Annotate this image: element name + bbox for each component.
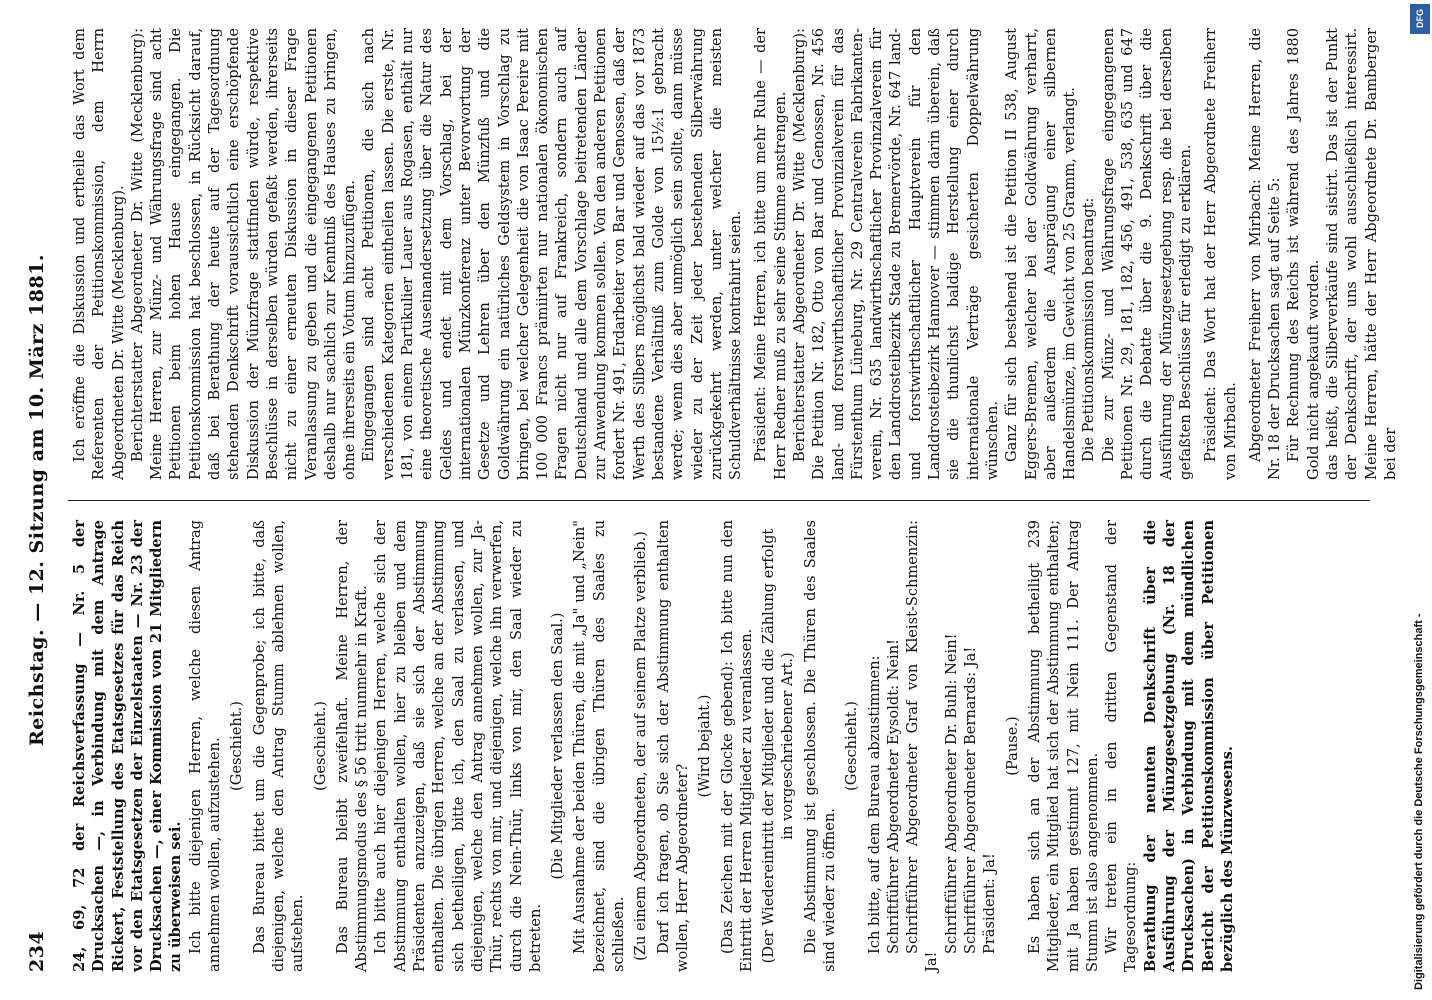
paragraph: Präsident: Das Wort hat der Herr Abgeordnete Freiherr von Mirbach. (1202, 28, 1239, 480)
paragraph: Die Petitionskommission beantragt: (1080, 197, 1098, 462)
paragraph: 24, 69, 72 der Reichsverfassung — Nr. 5 der Drucksachen —, in Verbindung mit dem Antrage Rickert, Feststellung des Etatsgesetzes für das Reich vor den Etatsgesetzen der Einzelstaaten — Nr. 23 der Drucksachen —, einer Kommission von 21 Mitgliedern zu überweisen sei. (71, 520, 185, 972)
paragraph: (Geschieht.) (843, 701, 861, 791)
paragraph: (Das Zeichen mit der Glocke gebend): Ich bitte nun den Eintritt der Herren Mitglieder zu veranlassen. (718, 520, 755, 972)
paragraph: Das Bureau bittet um die Gegenprobe; ich bitte, daß diejenigen, welche den Antrag Stumm ablehnen wollen, aufstehen. (250, 520, 307, 972)
paragraph: Schriftführer Abgeordneter Bernards: Ja! (962, 646, 980, 954)
paragraph: Das Bureau bleibt zweifelhaft. Meine Herren, der Abstimmungsmodus des § 56 tritt nunmehr in Kraft. (333, 520, 371, 972)
paragraph: Eingegangen sind acht Petitionen, die sich nach verschiedenen Kategorien eintheilen lassen. Die erste, Nr. 181, von einem Partikulier Lauer aus Rogasen, enthält nur eine theoretische Auseinandersetzung über die Natur des Geldes und endet mit dem Vorschlag, bei der internationalen Münzkonferenz unter Bevorwortung der Gesetze und Lehren über den Münzfuß und die Goldwährung ein natürliches Geldsystem in Vorschlag zu bringen, bei welcher Gelegenheit die von Isaac Pereire mit 100 000 Francs prämiirten nur nationalen ökonomischen Fragen nicht nur auf Frankreich, sondern auch auf Deutschland und alle dem Vorschlage beitretenden Länder zur Anwendung kommen sollen. Von den anderen Petitionen fordert Nr. 491, Erdarbeiter von Bar und Genossen, daß der Werth des Silbers möglichst bald wieder auf das vor 1873 bestandene Verhältniß zum Golde von 15½:1 gebracht werde; wenn dies aber unmöglich sein sollte, dann müsse wieder zu der Zeit jeder bestehenden Silberwährung zurückgekehrt werden, unter welcher die meisten Schuldverhältnisse kontrahirt seien. (360, 28, 745, 480)
page-number: 234 (26, 930, 48, 972)
dfg-logo-icon: DFG (1410, 4, 1430, 34)
paragraph: Ganz für sich bestehend ist die Petition II 538, August Eggers-Bremen, welcher bei der Goldwährung verharrt, aber außerdem die Ausprägung einer silbernen Handelsmünze, im Gewicht von 25 Gramm, verlangt. (1003, 28, 1079, 480)
paragraph: (Pause.) (1003, 716, 1021, 776)
paragraph: Für Rechnung des Reichs ist während des Jahres 1880 Gold nicht angekauft worden. (1285, 28, 1322, 480)
paragraph: Wir treten ein in den dritten Gegenstand der Tagesordnung: (1103, 520, 1140, 972)
paragraph: Berichterstatter Abgeordneter Dr. Witte (Mecklenburg): Meine Herren, zur Münz- und Währungsfrage sind acht Petitionen beim hohen Hause eingegangen. Die Petitionskommission hat beschlossen, in Rücksicht darauf, daß bei Berathung der heute auf der Tagesordnung stehenden Denkschrift voraussichtlich eine erschöpfende Diskussion der Münzfrage stattfinden würde, respektive Beschlüsse in derselben würden gefaßt werden, ihrerseits nicht zu einer erneuten Diskussion in dieser Frage Veranlassung zu geben und die eingegangenen Petitionen deshalb nur sachlich zur Kenntniß des Hauses zu bringen, ohne ihrerseits ein Votum hinzuzufügen. (128, 28, 359, 480)
paragraph: Ich bitte auch hier diejenigen Herren, welche sich der Abstimmung enthalten wollen, hier zu bleiben und dem Präsidenten anzuzeigen, daß sie sich der Abstimmung enthalten. Die übrigen Herren, welche an der Abstimmung sich betheiligen, bitte ich, den Saal zu verlassen, und diejenigen, welche den Antrag annehmen wollen, zur Ja-Thür, rechts von mir, und diejenigen, welche ihn verwerfen, durch die Nein-Thür, links von mir, den Saal wieder zu betreten. (372, 520, 544, 972)
paragraph: das heißt, die Silberverkäufe sind sistirt. Das ist der Punkt der Denkschrift, der uns wohl ausschließlich interessirt. Meine Herren, hätte der Herr Abgeordnete Dr. Bamberger bei der (1324, 28, 1399, 480)
paragraph: Darf ich fragen, ob Sie sich der Abstimmung enthalten wollen, Herr Abgeordneter? (654, 520, 691, 972)
paragraph: (Geschieht.) (311, 701, 329, 791)
paragraph: (Der Wiedereintritt der Mitglieder und die Zählung erfolgt in vorgeschriebener Art.) (760, 528, 797, 964)
column-divider (68, 500, 1370, 501)
digitization-strip (1408, 0, 1432, 1000)
paragraph: Präsident: Ja! (981, 853, 999, 954)
right-column (70, 28, 1399, 480)
page-header (22, 28, 56, 972)
paragraph: Berathung der neunten Denkschrift über die Ausführung der Münzgesetzgebung (Nr. 18 der Drucksachen) in Verbindung mit dem mündlichen Bericht der Petitionskommission über Petitionen bezüglich des Münzwesens. (1141, 520, 1236, 972)
paragraph: Schriftführer Abgeordneter Graf von Kleist-Schmenzin: Ja! (904, 520, 941, 972)
paragraph: Schriftführer Abgeordneter Dr. Buhl: Nein! (942, 633, 960, 954)
digitization-note: Digitalisierung gefördert durch die Deutsche Forschungsgemeinschaft - (1413, 613, 1425, 990)
paragraph: Die Abstimmung ist geschlossen. Die Thüren des Saales sind wieder zu öffnen. (801, 520, 838, 972)
paragraph: Ich bitte, auf dem Bureau abzustimmen: (865, 655, 883, 954)
page-title: Reichstag. — 12. Sitzung am 10. März 1881. (26, 253, 48, 747)
paragraph: (Wird bejaht.) (696, 694, 714, 798)
left-column (70, 520, 1370, 972)
paragraph: Schriftführer Abgeordneter Eysoldt: Nein! (884, 639, 902, 954)
paragraph: Berichterstatter Abgeordneter Dr. Witte (Mecklenburg): Die Petition Nr. 182, Otto von Bar und Genossen, Nr. 456 land- und forstwirthschaftlicher Provinzialverein für das Fürstenthum Lüneburg, Nr. 29 Centralverein Fabrikanten-verein, Nr. 635 landwirthschaftlicher Provinzialverein für den Landdrosteibezirk Stade zu Bremervörde, Nr. 647 land- und forstwirthschaftlicher Hauptverein für den Landdrosteibezirk Hannover — stimmen darin überein, daß sie die thunlichst baldige Herstellung einer durch internationale Verträge gesicherten Doppelwährung wünschen. (790, 28, 1001, 480)
paragraph: (Die Mitglieder verlassen den Saal.) (549, 612, 567, 880)
paragraph: (Geschieht.) (228, 701, 246, 791)
paragraph: Es haben sich an der Abstimmung betheiligt 239 Mitglieder, ein Mitglied hat sich der Abstimmung enthalten; mit Ja haben gestimmt 127, mit Nein 111. Der Antrag Stumm ist also angenommen. (1025, 520, 1101, 972)
paragraph: Ich bitte diejenigen Herren, welche diesen Antrag annehmen wollen, aufzustehen. (186, 520, 224, 972)
paragraph: (Zu einem Abgeordneten, der auf seinem Platze verblieb.) (632, 531, 650, 961)
paragraph: Präsident: Meine Herren, ich bitte um mehr Ruhe — der Herr Redner muß zu sehr seine Stimme anstrengen. (752, 28, 789, 480)
paragraph: Mit Ausnahme der beiden Thüren, die mit „Ja" und „Nein" bezeichnet, sind die übrigen Thüren des Saales zu schließen. (571, 520, 628, 972)
paragraph: Ich eröffne die Diskussion und ertheile das Wort dem Referenten der Petitionskommission, dem Herrn Abgeordneten Dr. Witte (Mecklenburg). (71, 28, 127, 480)
paragraph: Die zur Münz- und Währungsfrage eingegangenen Petitionen Nr. 29, 181, 182, 456, 491, 538, 635 und 647 durch die Debatte über die 9. Denkschrift über die Ausführung der Münzgesetzgebung resp. die bei derselben gefaßten Beschlüsse für erledigt zu erklären. (1099, 28, 1194, 480)
paragraph: Abgeordneter Freiherr von Mirbach: Meine Herren, die Nr. 18 der Drucksachen sagt auf Seite 5: (1246, 28, 1284, 480)
